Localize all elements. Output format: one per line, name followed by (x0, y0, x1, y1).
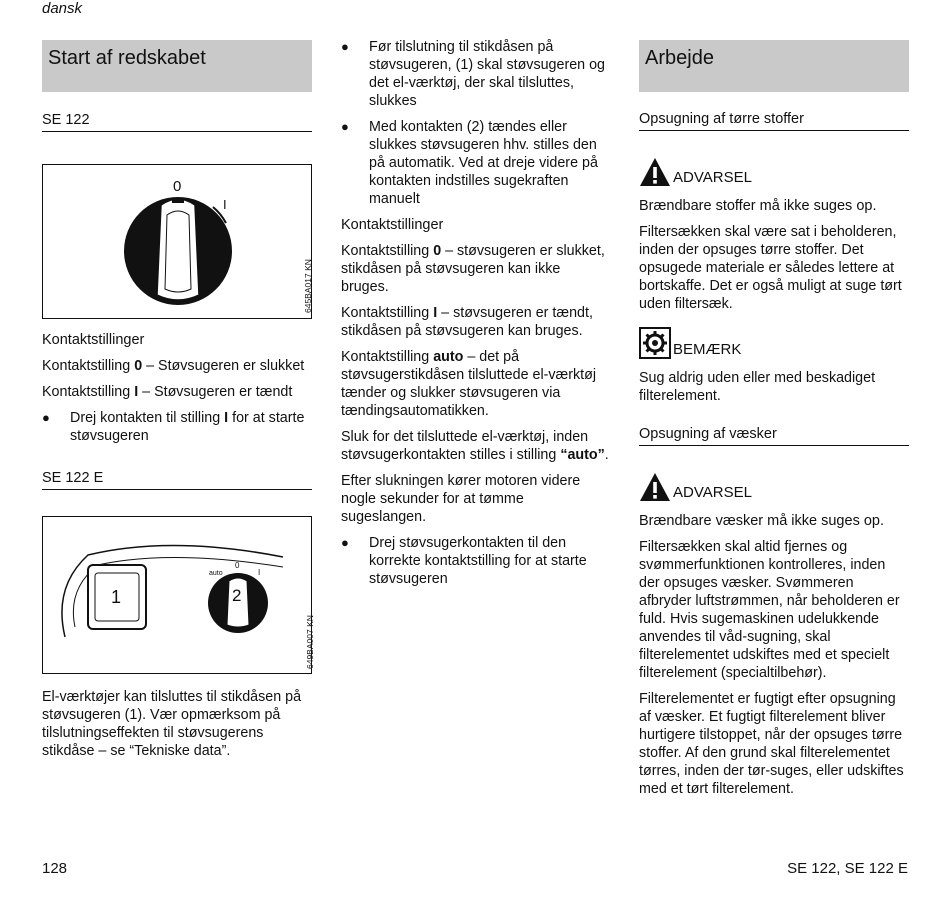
note-1-text: Sug aldrig uden eller med beskadiget filterelement. (639, 370, 876, 404)
warning-triangle-icon (639, 472, 671, 502)
switch-off-tool-text: Sluk for det tilsluttede el-værktøj, inden støvsugerkontakten stilles i stilling “auto”. (341, 429, 609, 463)
dial-label-on: I (223, 197, 227, 212)
figure-switch-se122e (42, 516, 315, 674)
warning-1-bold: Brændbare stoffer må ikke suges op. (639, 198, 877, 214)
language-label: dansk (42, 0, 83, 17)
figure-code-1: 645BA017 KN (303, 259, 313, 313)
bullet-dot: ● (341, 39, 349, 54)
dial-label-off: 0 (173, 178, 182, 195)
warning-2-text-2: Filterelementet er fugtigt efter opsugning af væsker. Et fugtigt filterelement bliver hurtigere tilstoppet, når der opsuges tørre stoffer. Af den grund skal filterelementet tørres, inden der tør-suges, eller udskiftes med et tørt filterelement. (639, 691, 904, 797)
heading-switch-positions: Kontaktstillinger (42, 332, 145, 348)
bullet-dot: ● (341, 119, 349, 134)
column-switch (341, 38, 611, 596)
figure-switch-se122 (42, 164, 312, 319)
heading-wet-suction: Opsugning af væsker (639, 425, 909, 446)
socket-number-label: 1 (111, 587, 122, 607)
model-label: SE 122, SE 122 E (787, 860, 908, 877)
figure-code-2: 649BA007 KN (305, 615, 315, 669)
bullet-turn-switch: ● Drej kontakten til stilling I for at starte støvsugeren (42, 410, 305, 444)
bullet-switch-function: ● Med kontakten (2) tændes eller slukkes støvsugeren hhv. stilles den på automatik. Ved at dreje videre på kontakten indstilles sugekraften manuelt (341, 119, 598, 207)
bullet-before-connecting: ● Før tilslutning til stikdåsen på støvsugeren, (1) skal støvsugeren og det el-værktøj, der skal tilsluttes, slukkes (341, 39, 605, 109)
note-gear-icon (639, 327, 671, 359)
position-i-text: Kontaktstilling I – støvsugeren er tændt, stikdåsen på støvsugeren kan bruges. (341, 305, 593, 339)
motor-runon-text: Efter slukningen kører motoren videre nogle sekunder for at tømme sugeslangen. (341, 473, 581, 525)
warning-2-bold: Brændbare væsker må ikke suges op. (639, 513, 884, 529)
position-off-text: Kontaktstilling 0 – Støvsugeren er slukket (42, 358, 305, 374)
warning-1-text: Filtersækken skal være sat i beholderen, inden der opsuges tørre stoffer. Det opsugede materiale er således lettere at bortskaffe. Det er også muligt at suge tørt uden filtersæk. (639, 224, 902, 312)
warning-2: ADVARSEL (639, 472, 909, 502)
bullet-dot: ● (341, 535, 349, 550)
panel-illustration (43, 517, 298, 672)
warning-triangle-icon (639, 157, 671, 187)
switch-dial-illustration (43, 165, 293, 315)
bullet-turn-switch-2: ● Drej støvsugerkontakten til den korrekte kontaktstilling for at starte støvsugeren (341, 535, 587, 587)
section-title-work: Arbejde (639, 40, 909, 92)
bullet-dot: ● (42, 410, 50, 425)
switch-label-on: I (258, 568, 261, 577)
warning-1: ADVARSEL (639, 157, 909, 187)
position-0-text: Kontaktstilling 0 – støvsugeren er slukket, stikdåsen på støvsugeren kan ikke bruges. (341, 243, 605, 295)
position-auto-text: Kontaktstilling auto – det på støvsugerstikdåsen tilsluttede el-værktøj tænder og slukker støvsugeren via tændingsautomatikken. (341, 349, 597, 419)
switch-label-off: 0 (235, 561, 240, 570)
section-title-start: Start af redskabet (42, 40, 312, 92)
page-number: 128 (42, 860, 68, 877)
position-on-text: Kontaktstilling I – Støvsugeren er tændt (42, 384, 293, 400)
warning-2-text-1: Filtersækken skal altid fjernes og svømmerfunktionen kontrolleres, inden der opsuges væsker. Svømmeren afbryder luftstrømmen, når beholderen er fuld. Hvis sugemaskinen udelukkende anvendes til våd-sugning, skal filterelementet udskiftes med et specielt filterelement (specialtilbehør). (639, 539, 900, 681)
column-start (42, 40, 315, 768)
heading-se122e: SE 122 E (42, 469, 312, 490)
switch-label-auto: auto (209, 570, 223, 577)
heading-dry-suction: Opsugning af tørre stoffer (639, 110, 909, 131)
column-work (639, 40, 909, 806)
heading-se122: SE 122 (42, 111, 312, 132)
heading-switch-positions-2: Kontaktstillinger (341, 217, 444, 233)
socket-description: El-værktøjer kan tilsluttes til stikdåsen på støvsugeren (1). Vær opmærksom på tilslutningseffekten til støvsugerens stikdåse – se “Tekniske data”. (42, 689, 302, 759)
switch-number-label: 2 (232, 586, 242, 605)
note-1: BEMÆRK (639, 327, 909, 359)
